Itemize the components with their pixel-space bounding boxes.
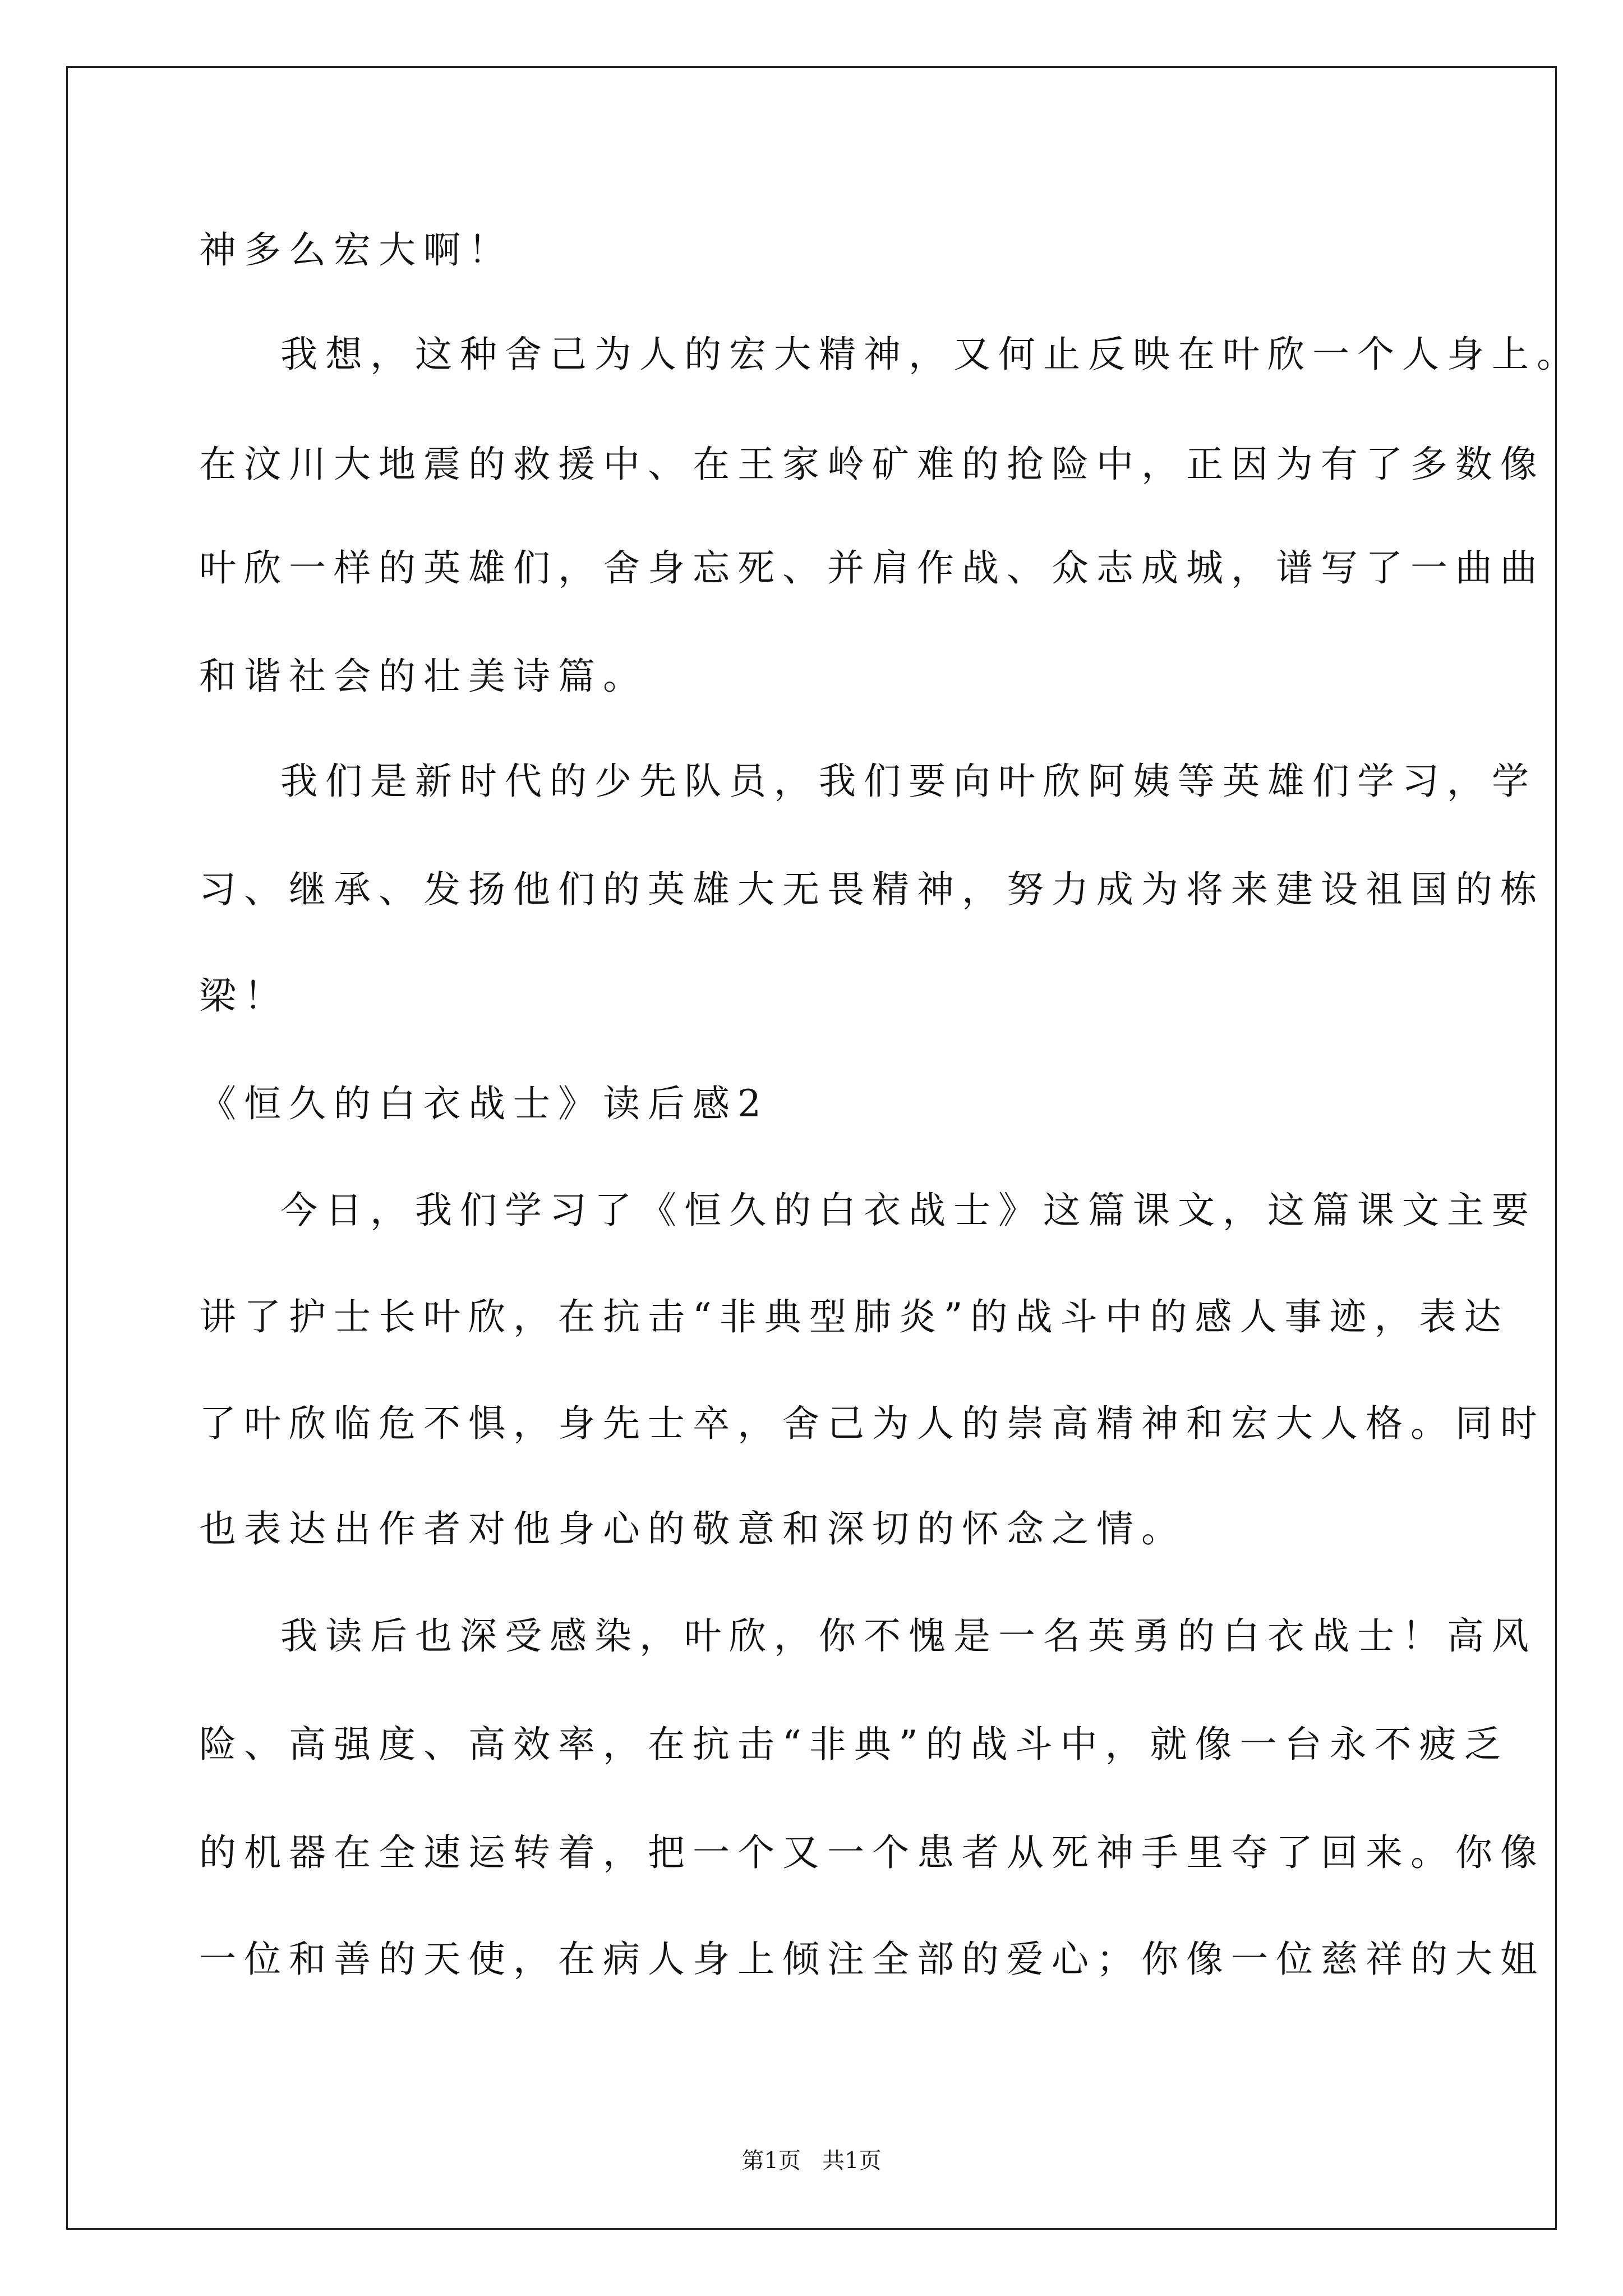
text-line: 我们是新时代的少先队员，我们要向叶欣阿姨等英雄们学习，学 — [280, 760, 1537, 803]
text-line: 了叶欣临危不惧，身先士卒，舍己为人的崇高精神和宏大人格。同时 — [199, 1402, 1545, 1445]
section-heading: 《恒久的白衣战士》读后感2 — [199, 1082, 769, 1125]
text-line: 险、高强度、高效率，在抗击“非典”的战斗中，就像一台永不疲乏 — [199, 1723, 1509, 1766]
text-line: 叶欣一样的英雄们，舍身忘死、并肩作战、众志成城，谱写了一曲曲 — [199, 546, 1545, 590]
text-line: 今日，我们学习了《恒久的白衣战士》这篇课文，这篇课文主要 — [280, 1189, 1537, 1232]
text-line: 也表达出作者对他身心的敬意和深切的怀念之情。 — [199, 1507, 1186, 1550]
text-line: 讲了护士长叶欣，在抗击“非典型肺炎”的战斗中的感人事迹，表达 — [199, 1295, 1509, 1338]
text-line: 神多么宏大啊！ — [199, 228, 513, 272]
text-line: 一位和善的天使，在病人身上倾注全部的爱心；你像一位慈祥的大姐 — [199, 1938, 1545, 1981]
text-line: 梁！ — [199, 974, 289, 1018]
text-line: 和谐社会的壮美诗篇。 — [199, 655, 648, 698]
text-line: 我想，这种舍己为人的宏大精神，又何止反映在叶欣一个人身上。 — [280, 333, 1581, 376]
text-line: 的机器在全速运转着，把一个又一个患者从死神手里夺了回来。你像 — [199, 1831, 1545, 1874]
page-number: 第1页 共1页 — [741, 2148, 882, 2174]
page-border — [66, 66, 1557, 2230]
text-line: 在汶川大地震的救援中、在王家岭矿难的抢险中，正因为有了多数像 — [199, 443, 1545, 486]
text-line: 习、继承、发扬他们的英雄大无畏精神，努力成为将来建设祖国的栋 — [199, 868, 1545, 911]
text-line: 我读后也深受感染，叶欣，你不愧是一名英勇的白衣战士！高风 — [280, 1614, 1537, 1658]
